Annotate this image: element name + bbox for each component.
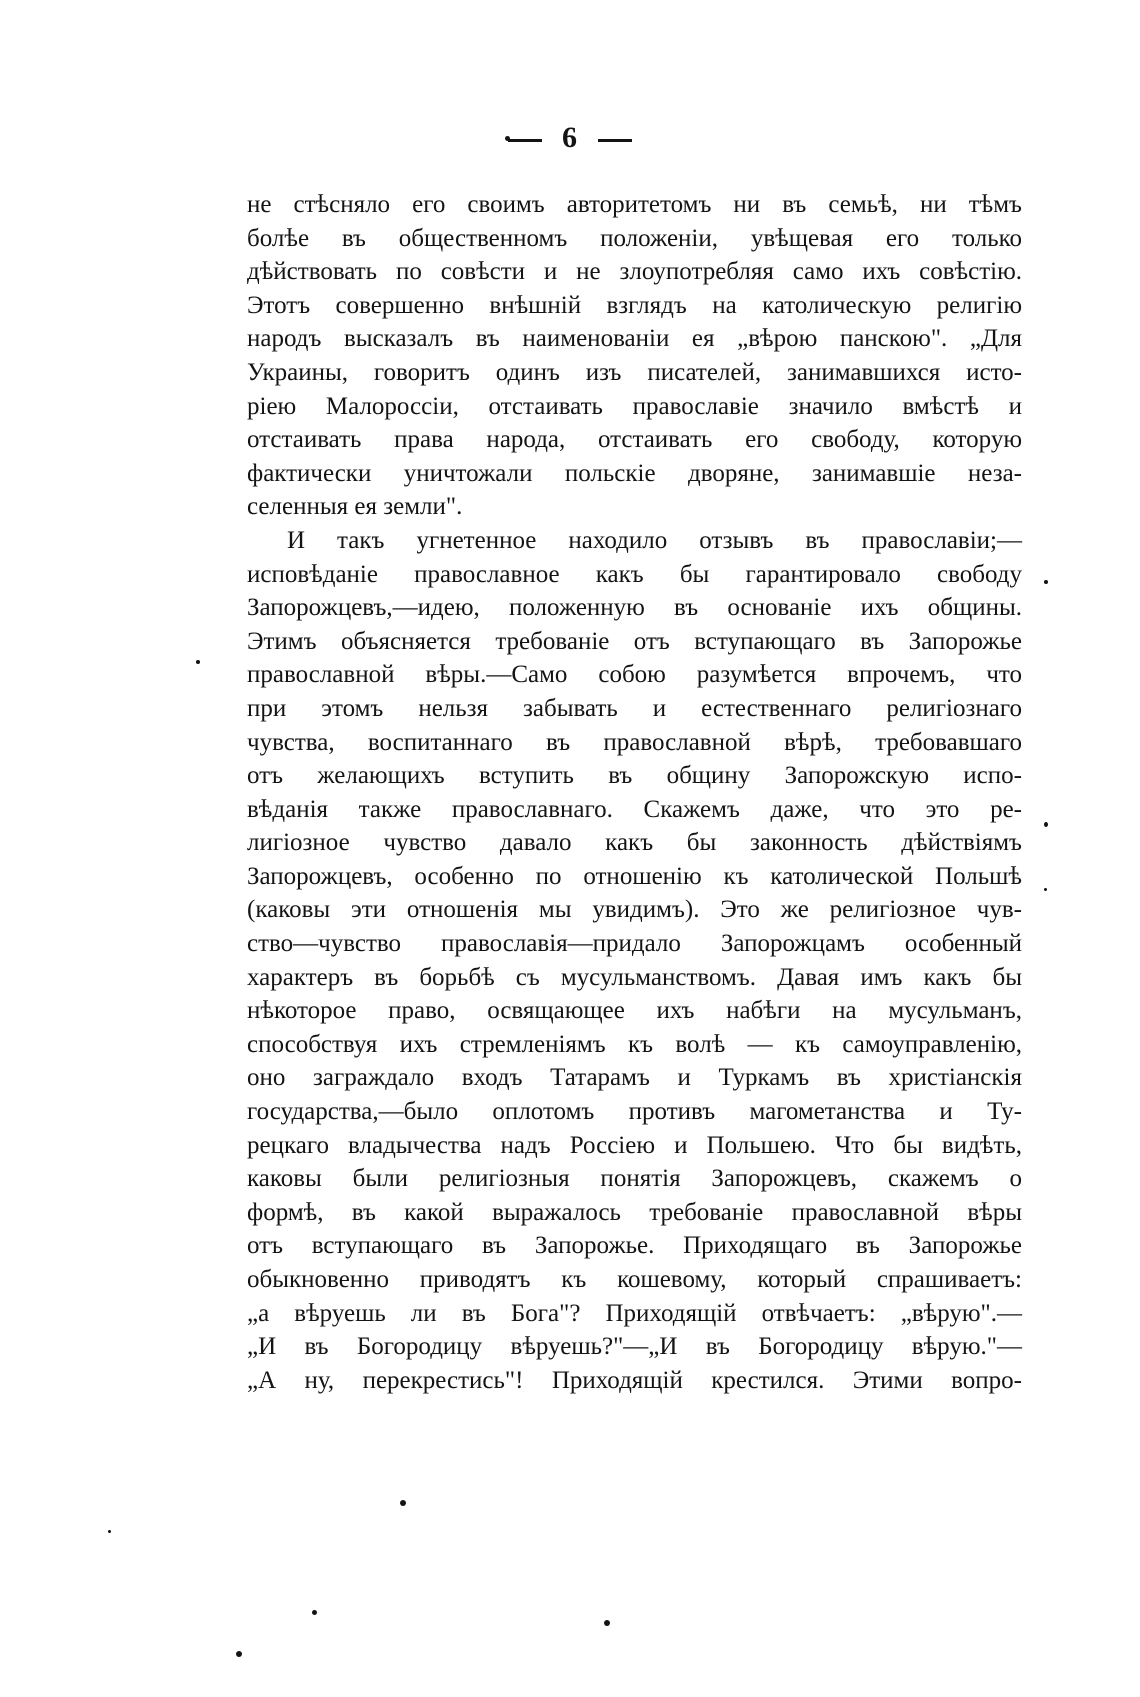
text-line: (каковы эти отношенія мы увидимъ). Это же религіозное чув- bbox=[247, 896, 1022, 924]
text-line: чувства, воспитаннаго въ православной вѣрѣ, требовавшаго bbox=[247, 728, 1022, 756]
text-line: селенныя ея земли". bbox=[247, 493, 463, 521]
text-line: отстаивать права народа, отстаивать его свободу, которую bbox=[247, 426, 1022, 454]
header-dash-right bbox=[598, 139, 632, 142]
text-line: православной вѣры.—Само собою разумѣется впрочемъ, что bbox=[247, 661, 1022, 689]
text-line: дѣйствовать по совѣсти и не злоупотребляя само ихъ совѣстію. bbox=[247, 258, 1022, 286]
text-line: оно заграждало входъ Татарамъ и Туркамъ въ христіанскія bbox=[247, 1064, 1022, 1092]
text-line: ство—чувство православія—придало Запорожцамъ особенный bbox=[247, 930, 1022, 958]
text-line: каковы были религіозныя понятія Запорожцевъ, скажемъ о bbox=[247, 1165, 1022, 1193]
page-body bbox=[247, 188, 1022, 1397]
text-line: ріею Малороссіи, отстаивать православіе значило вмѣстѣ и bbox=[247, 392, 1022, 420]
text-line: обыкновенно приводятъ къ кошевому, который спрашиваетъ: bbox=[247, 1266, 1022, 1293]
text-line: вѣданія также православнаго. Скажемъ даже, что это ре- bbox=[247, 795, 1022, 823]
text-line: Запорожцевъ,—идею, положенную въ основаніе ихъ общины. bbox=[247, 594, 1022, 622]
text-line: исповѣданіе православное какъ бы гарантировало свободу bbox=[247, 560, 1022, 588]
scan-speck bbox=[1044, 822, 1048, 827]
text-line: фактически уничтожали польскіе дворяне, занимавшіе неза- bbox=[247, 459, 1022, 487]
text-line: способствуя ихъ стремленіямъ къ волѣ — къ самоуправленію, bbox=[247, 1030, 1022, 1058]
text-line: не стѣсняло его своимъ авторитетомъ ни въ семьѣ, ни тѣмъ bbox=[247, 191, 1022, 218]
header-dot bbox=[505, 136, 510, 141]
text-line: „А ну, перекрестись"! Приходящій крестился. Этими вопро- bbox=[247, 1366, 1022, 1394]
scan-speck bbox=[400, 1500, 406, 1506]
scan-speck bbox=[236, 1651, 242, 1657]
scan-speck bbox=[604, 1620, 610, 1626]
header-dash-left bbox=[508, 139, 542, 142]
text-line: „а вѣруешь ли въ Бога"? Приходящій отвѣчаетъ: „вѣрую".— bbox=[247, 1299, 1022, 1327]
text-line: И такъ угнетенное находило отзывъ въ православіи;— bbox=[287, 526, 1022, 554]
text-line: лигіозное чувство давало какъ бы законность дѣйствіямъ bbox=[247, 829, 1022, 857]
page-header bbox=[0, 118, 1140, 158]
text-line: рецкаго владычества надъ Россіею и Польшею. Что бы видѣть, bbox=[247, 1131, 1022, 1159]
text-line: Этимъ объясняется требованіе отъ вступающаго въ Запорожье bbox=[247, 627, 1022, 655]
text-line: отъ вступающаго въ Запорожье. Приходящаго въ Запорожье bbox=[247, 1232, 1022, 1260]
scan-speck bbox=[108, 1530, 111, 1533]
scan-speck bbox=[1044, 580, 1048, 584]
text-line: характеръ въ борьбѣ съ мусульманствомъ. Давая имъ какъ бы bbox=[247, 963, 1022, 991]
text-line: болѣе въ общественномъ положеніи, увѣщевая его только bbox=[247, 224, 1022, 252]
text-line: формѣ, въ какой выражалось требованіе православной вѣры bbox=[247, 1198, 1022, 1226]
page-number: 6 bbox=[562, 121, 578, 154]
text-line: Украины, говоритъ одинъ изъ писателей, занимавшихся исто- bbox=[247, 358, 1022, 386]
text-line: Этотъ совершенно внѣшній взглядъ на католическую религію bbox=[247, 291, 1022, 319]
text-line: Запорожцевъ, особенно по отношенію къ католической Польшѣ bbox=[247, 862, 1022, 890]
text-line: государства,—было оплотомъ противъ магометанства и Ту- bbox=[247, 1098, 1022, 1126]
scan-speck bbox=[1044, 888, 1047, 891]
text-line: „И въ Богородицу вѣруешь?"—„И въ Богородицу вѣрую."— bbox=[247, 1333, 1022, 1361]
scan-speck bbox=[312, 1610, 317, 1615]
text-line: нѣкоторое право, освящающее ихъ набѣги на мусульманъ, bbox=[247, 997, 1022, 1025]
text-line: при этомъ нельзя забывать и естественнаго религіознаго bbox=[247, 694, 1022, 722]
text-line: народъ высказалъ въ наименованіи ея „вѣрою панскою". „Для bbox=[247, 325, 1022, 353]
scan-speck bbox=[196, 660, 200, 664]
text-line: отъ желающихъ вступить въ общину Запорожскую испо- bbox=[247, 762, 1022, 790]
